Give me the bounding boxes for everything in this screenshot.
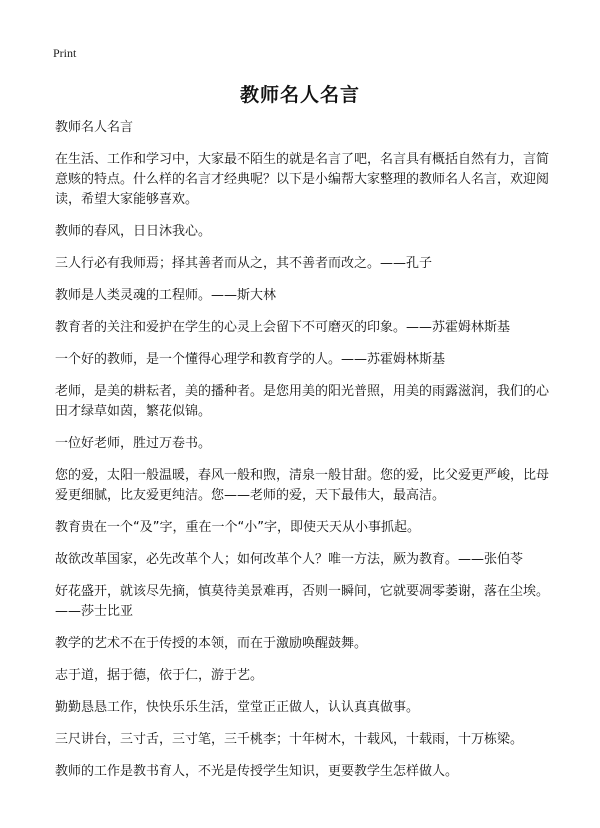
quote-paragraph: 教育贵在一个“及”字，重在一个“小”字，即使天天从小事抓起。 [55,520,420,535]
quote-paragraph: 志于道，据于德，依于仁，游于艺。 [55,668,264,683]
quote-paragraph: 一个好的教师，是一个懂得心理学和教育学的人。——苏霍姆林斯基 [55,352,446,367]
paragraph-heading: 教师名人名言 [55,120,134,135]
page-title: 教师名人名言 [239,84,360,106]
quote-paragraph: 三尺讲台，三寸舌，三寸笔，三千桃李；十年树木，十载风，十载雨，十万栋梁。 [55,732,524,747]
quote-paragraph: 勤勤恳恳工作，快快乐乐生活，堂堂正正做人，认认真真做事。 [55,700,420,715]
quote-paragraph: 教师的工作是教书育人，不光是传授学生知识，更要教学生怎样做人。 [55,764,459,779]
quote-paragraph: 故欲改革国家，必先改革个人；如何改革个人？唯一方法，厥为教育。——张伯苓 [55,552,524,567]
print-label: Print [53,46,77,60]
quote-paragraph: 三人行必有我师焉；择其善者而从之，其不善者而改之。——孔子 [55,256,433,271]
document-body [55,118,550,794]
quote-paragraph: 老师，是美的耕耘者，美的播种者。是您用美的阳光普照，用美的雨露滋润，我们的心田才绿草如茵，繁花似锦。 [55,384,550,419]
paragraph-intro: 在生活、工作和学习中，大家最不陌生的就是名言了吧，名言具有概括自然有力，言简意赅的特点。什么样的名言才经典呢？以下是小编帮大家整理的教师名人名言，欢迎阅读，希望大家能够喜欢。 [55,152,550,207]
quote-paragraph: 一位好老师，胜过万卷书。 [55,436,212,451]
quote-paragraph: 好花盛开，就该尽先摘，慎莫待美景难再，否则一瞬间，它就要凋零萎谢，落在尘埃。——莎士比亚 [55,584,550,619]
quote-paragraph: 教师是人类灵魂的工程师。——斯大林 [55,288,277,303]
quote-paragraph: 教学的艺术不在于传授的本领，而在于激励唤醒鼓舞。 [55,636,368,651]
quote-paragraph: 教师的春风，日日沐我心。 [55,224,212,239]
quote-paragraph: 教育者的关注和爱护在学生的心灵上会留下不可磨灭的印象。——苏霍姆林斯基 [55,320,511,335]
quote-paragraph: 您的爱，太阳一般温暖，春风一般和煦，清泉一般甘甜。您的爱，比父爱更严峻，比母爱更细腻，比友爱更纯洁。您——老师的爱，天下最伟大，最高洁。 [55,468,550,503]
